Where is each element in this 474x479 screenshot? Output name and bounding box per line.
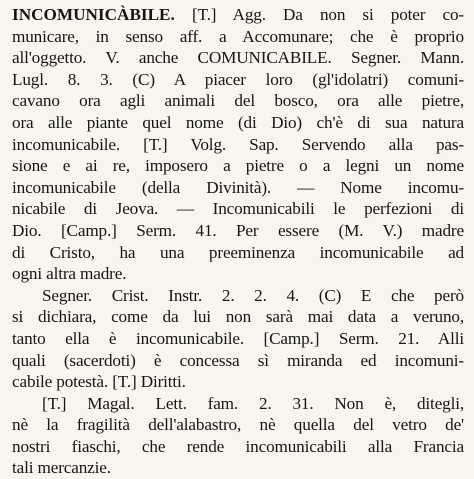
entry-line: cavano ora agli animali del bosco, ora alle pietre, [12,91,464,111]
entry-line: incomunicabile (della Divinità). — Nome incomu- [12,177,464,197]
entry-line: tanto ella è incomunicabile. [Camp.] Serm. 21. Alli [12,328,464,348]
entry-paragraph-1 [12,4,464,285]
line-text: [T.] Agg. Da non si poter co- [192,5,464,24]
entry-line: Lugl. 8. 3. (C) A piacer loro (gl'idolatri) comuni- [12,69,464,89]
entry-line: nostri fiaschi, che rende incomunicabili alla Francia [12,436,464,456]
entry-line: tali mercanzie. [12,458,111,478]
entry-line: nicabile di Jeova. — Incomunicabili le perfezioni di [12,199,464,219]
entry-line [12,4,464,26]
entry-paragraph-3 [12,393,464,479]
entry-line: si dichiara, come da lui non sarà mai data a veruno, [12,307,464,327]
entry-line: ora alle piante quel nome (di Dio) ch'è di sua natura [12,112,464,132]
entry-line: Segner. Crist. Instr. 2. 2. 4. (C) E che però [42,285,464,305]
entry-line: nè la fragilità dell'alabastro, nè quella del vetro de' [12,415,464,435]
entry-line: ogni altra madre. [12,264,127,284]
entry-line: di Cristo, ha una preeminenza incomunicabile ad [12,242,464,262]
headword: INCOMUNICÀBILE. [12,5,175,24]
entry-line: cabile potestà. [T.] Diritti. [12,372,186,392]
entry-line: Dio. [Camp.] Serm. 41. Per essere (M. V.) madre [12,220,464,240]
entry-paragraph-2 [12,285,464,393]
entry-line: sione e ai re, imposero a pietre o a legni un nome [12,156,464,176]
entry-line: [T.] Magal. Lett. fam. 2. 31. Non è, ditegli, [42,393,464,413]
entry-line: quali (sacerdoti) è concessa sì miranda ed incomuni- [12,350,464,370]
entry-line: municare, in senso aff. a Accomunare; che è proprio [12,26,464,46]
entry-line: incomunicabile. [T.] Volg. Sap. Servendo alla pas- [12,134,464,154]
entry-line: all'oggetto. V. anche COMUNICABILE. Segner. Mann. [12,48,464,68]
